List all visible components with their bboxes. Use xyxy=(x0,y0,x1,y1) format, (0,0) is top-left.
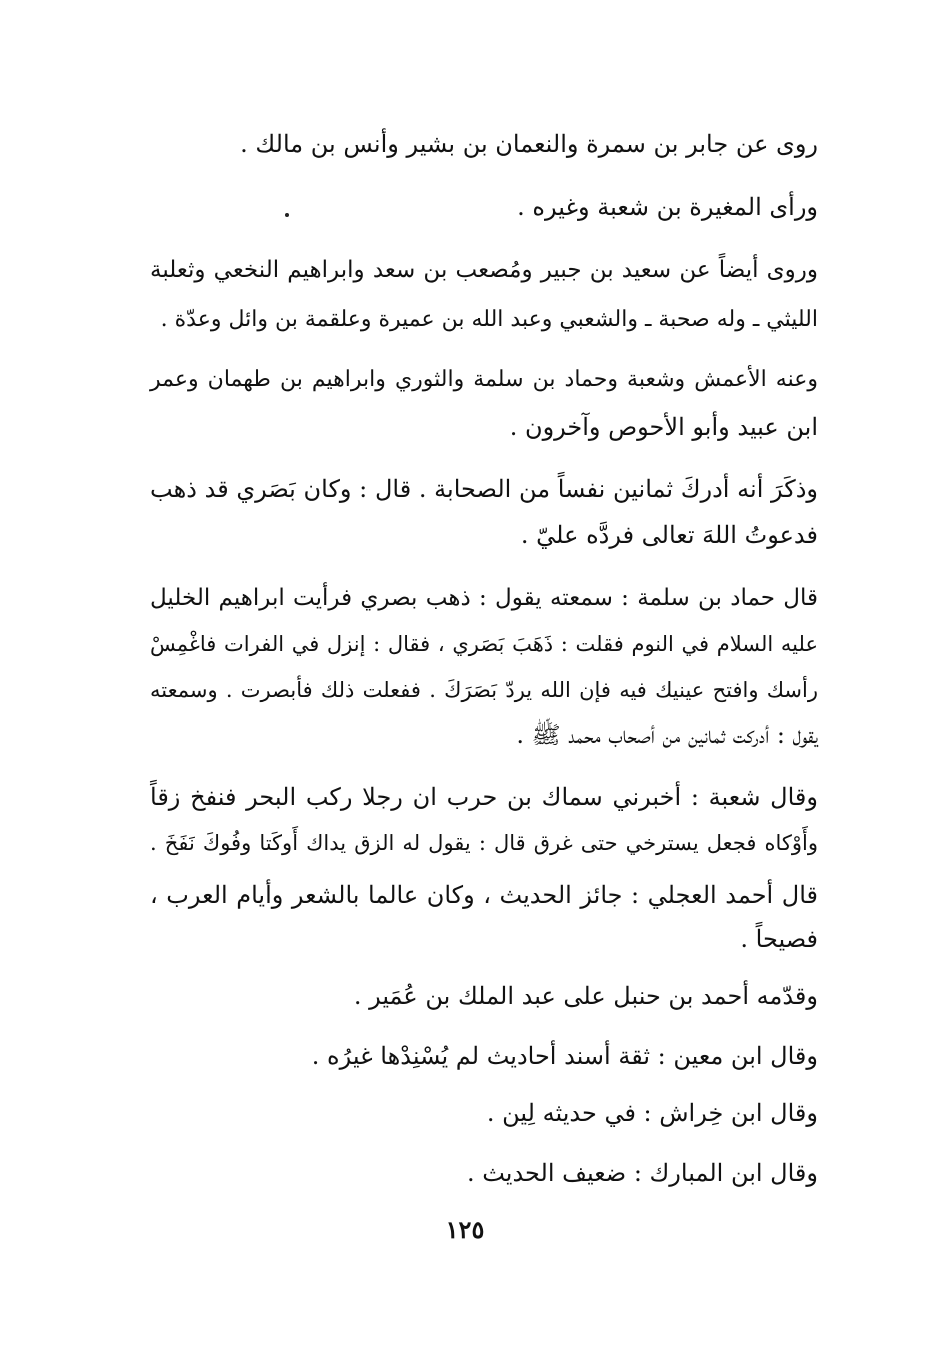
text-line: وقال شعبة : أخبرني سماك بن حرب ان رجلا ركب البحر فنفخ زقاً xyxy=(150,783,818,811)
text-line: وقدّمه أحمد بن حنبل على عبد الملك بن عُمَير . xyxy=(353,982,818,1010)
print-speck xyxy=(285,213,289,217)
text-line: وأَوْكاه فجعل يسترخي حتى غرق قال : يقول له الزق يداك أَوكَتا وفُوكَ نَفَخَ . xyxy=(150,831,818,855)
text-line: فدعوتُ اللهَ تعالى فردَّه عليّ . xyxy=(520,521,818,549)
text-line: الليثي ـ وله صحبة ـ والشعبي وعبد الله بن عميرة وعلقمة بن وائل وعدّة . xyxy=(160,307,818,332)
text-line: روى عن جابر بن سمرة والنعمان بن بشير وأنس بن مالك . xyxy=(240,130,818,158)
text-line: يقول : أدركت ثمانين من أصحاب محمد ﷺ . xyxy=(516,721,818,749)
text-line: وقال ابن المبارك : ضعيف الحديث . xyxy=(466,1159,818,1187)
text-line: فصيحاً . xyxy=(740,925,818,953)
text-line: قال حماد بن سلمة : سمعته يقول : ذهب بصري فرأيت ابراهيم الخليل xyxy=(150,585,818,611)
text-line: عليه السلام في النوم فقلت : ذَهَبَ بَصَري ، فقال : إنزل في الفرات فاغْمِسْ xyxy=(150,632,818,656)
text-line: ابن عبيد وأبو الأحوص وآخرون . xyxy=(509,413,818,441)
page-number: ١٢٥ xyxy=(445,1215,485,1244)
text-line: وقال ابن معين : ثقة أسند أحاديث لم يُسْنِدْها غيرُه . xyxy=(311,1042,818,1070)
text-line: ورأى المغيرة بن شعبة وغيره . xyxy=(517,193,818,221)
text-line: وروى أيضاً عن سعيد بن جبير ومُصعب بن سعد وابراهيم النخعي وثعلبة xyxy=(150,257,818,283)
text-line: قال أحمد العجلي : جائز الحديث ، وكان عالما بالشعر وأيام العرب ، xyxy=(150,881,818,909)
text-line: وقال ابن خِراش : في حديثه لِين . xyxy=(486,1099,818,1127)
text-line: وذكَرَ أنه أدركَ ثمانين نفساً من الصحابة . قال : وكان بَصَري قد ذهب xyxy=(150,475,818,503)
text-line: وعنه الأعمش وشعبة وحماد بن سلمة والثوري وابراهيم بن طهمان وعمر xyxy=(150,367,818,392)
text-line: رأسك وافتح عينيك فيه فإن الله يردّ بَصَرَكَ . ففعلت ذلك فأبصرت . وسمعته xyxy=(150,678,818,702)
